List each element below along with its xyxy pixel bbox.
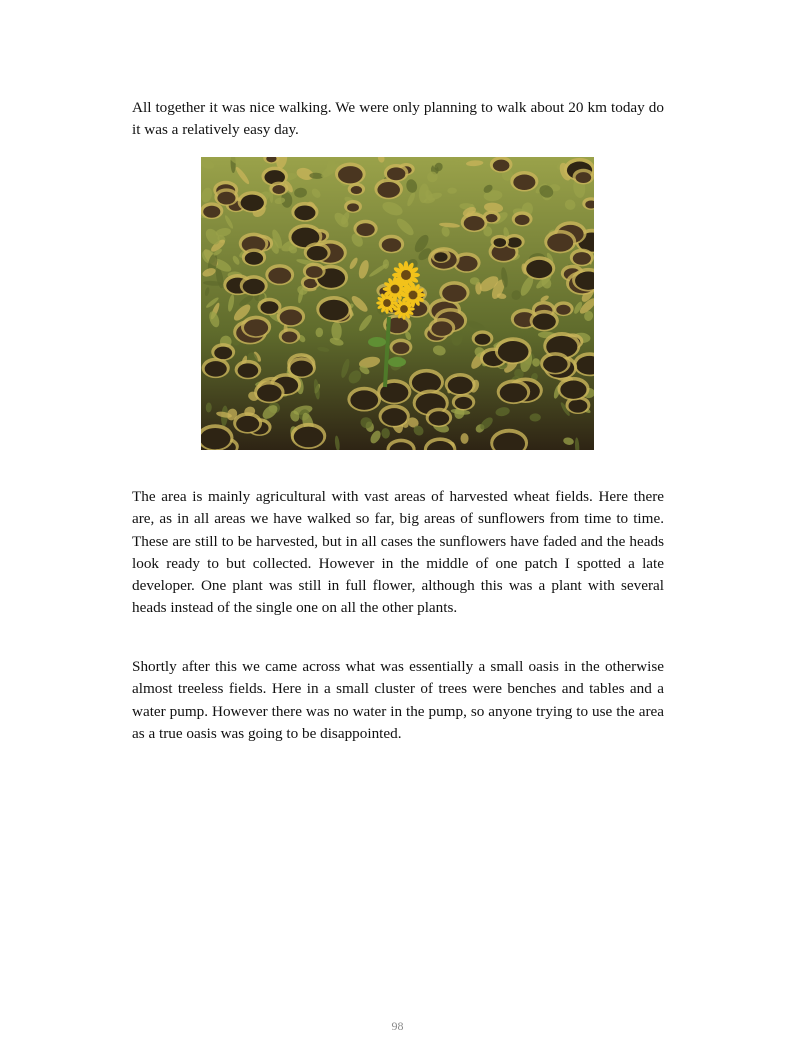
sunflower-field-image: [201, 157, 594, 450]
paragraph-sunflowers: The area is mainly agricultural with vast areas of harvested wheat fields. Here there are, as in all areas we have walked so far, big areas of sunflowers from time to time. These are still to be harvested, but in all cases the sunflowers have faded and the heads look ready to but collected. However in the middle of one patch I spotted a late developer. One plant was still in full flower, although this was a plant with several heads instead of the single one on all the other plants.: [132, 488, 664, 617]
paragraph-intro: All together it was nice walking. We were only planning to walk about 20 km today do it was a relatively easy day.: [132, 99, 664, 139]
page-number: 98: [391, 1019, 404, 1033]
sunflower-field-photo: [201, 157, 594, 450]
paragraph-oasis: Shortly after this we came across what was essentially a small oasis in the otherwise almost treeless fields. Here in a small cluster of trees were benches and tables and a water pump. However there was no water in the pump, so anyone trying to use the area as a true oasis was going to be disappointed.: [132, 658, 664, 742]
